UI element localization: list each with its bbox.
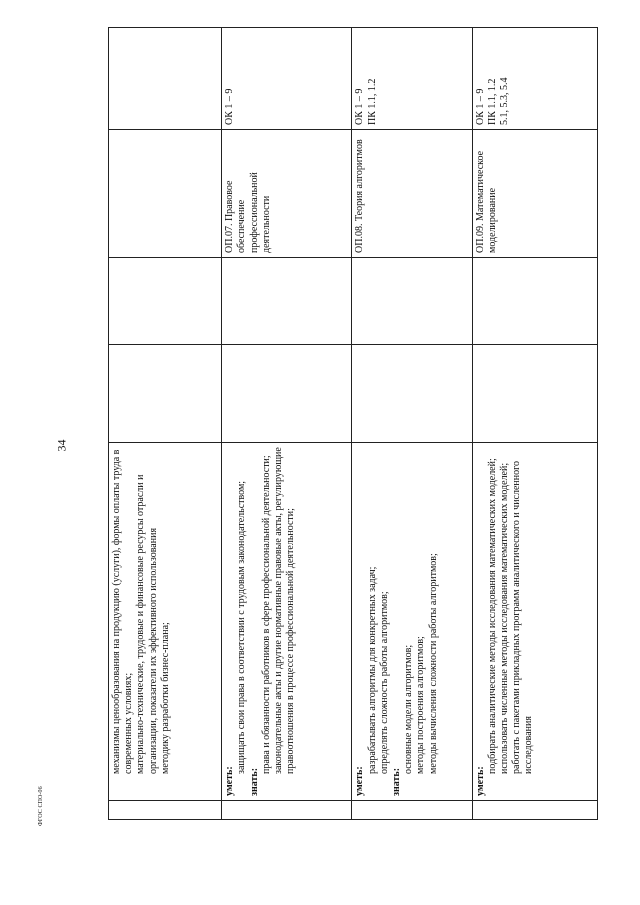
competency-code: ПК 1.1, 1.2: [366, 78, 378, 125]
table-row: [472, 28, 597, 820]
competency-code: ОК 1 – 9: [354, 88, 366, 125]
empty-cell: [109, 258, 222, 345]
skill-item: подбирать аналитические методы исследования математических моделей;: [486, 458, 498, 774]
page-number: 34: [54, 439, 69, 452]
table-row: [352, 28, 472, 820]
competency-code: 5.1, 5.3, 5.4: [499, 77, 511, 125]
empty-cell: [222, 258, 352, 345]
knowledge-item: права и обязанности работников в сфере профессиональной деятельности;: [260, 455, 272, 774]
skill-item: разрабатывать алгоритмы для конкретных задач;: [366, 566, 378, 774]
knowledge-item: законодательные акты и другие нормативные правовые акты, регулирующие правоотношения в процессе профессиональной деятельности;: [272, 447, 297, 774]
skill-item: работать с пакетами прикладных программ аналитического и численного исследования: [511, 461, 535, 774]
index-cell: [109, 801, 222, 820]
table-row: [109, 28, 222, 820]
knowledge-label: знать:: [248, 767, 260, 796]
empty-cell: [352, 258, 472, 345]
skill-item: защищать свои права в соответствии с трудовым законодательством;: [236, 480, 248, 774]
rotated-page-table: [108, 28, 598, 820]
competencies-cell: [472, 28, 597, 130]
knowledge-item: методы вычисления сложности работы алгоритмов;: [427, 553, 439, 774]
index-cell: [472, 801, 597, 820]
competency-code: ПК 1.1, 1.2: [486, 78, 498, 125]
curriculum-table: [108, 27, 598, 820]
knowledge-label: знать:: [391, 767, 403, 796]
content-line: материально-технические, трудовые и финансовые ресурсы отрасли и организации, показатели их эффективного использования: [135, 474, 159, 774]
competencies-cell: [222, 28, 352, 130]
content-cell: [352, 443, 472, 801]
competency-code: ОК 1 – 9: [474, 88, 486, 125]
table-row: [222, 28, 352, 820]
empty-cell: [222, 345, 352, 443]
index-cell: [222, 801, 352, 820]
discipline-cell: ОП.08. Теория алгоритмов: [352, 130, 472, 258]
discipline-cell: ОП.09. Математическое моделирование: [472, 130, 597, 258]
competencies-cell: [109, 28, 222, 130]
skills-label: уметь:: [474, 766, 486, 796]
content-cell: [109, 443, 222, 801]
content-cell: [222, 443, 352, 801]
knowledge-item: методы построения алгоритмов;: [415, 636, 427, 774]
skill-item: использовать численные методы исследования математических моделей;: [499, 462, 511, 774]
knowledge-item: основные модели алгоритмов;: [403, 644, 415, 774]
empty-cell: [352, 345, 472, 443]
content-cell: [472, 443, 597, 801]
skill-item: определять сложность работы алгоритмов;: [378, 591, 390, 774]
empty-cell: [472, 345, 597, 443]
discipline-cell: [109, 130, 222, 258]
empty-cell: [472, 258, 597, 345]
discipline-cell: ОП.07. Правовое обеспечение профессиональной деятельности: [222, 130, 352, 258]
skills-label: уметь:: [354, 766, 366, 796]
competency-code: ОК 1 – 9: [224, 88, 236, 125]
empty-cell: [109, 345, 222, 443]
competencies-cell: [352, 28, 472, 130]
skills-label: уметь:: [224, 766, 236, 796]
footer-code: ФГОС СПО-06: [38, 786, 44, 826]
index-cell: [352, 801, 472, 820]
content-line: механизмы ценообразования на продукцию (услуги), формы оплаты труда в современных условиях;: [111, 449, 135, 774]
content-line: методику разработки бизнес-плана;: [159, 622, 171, 774]
